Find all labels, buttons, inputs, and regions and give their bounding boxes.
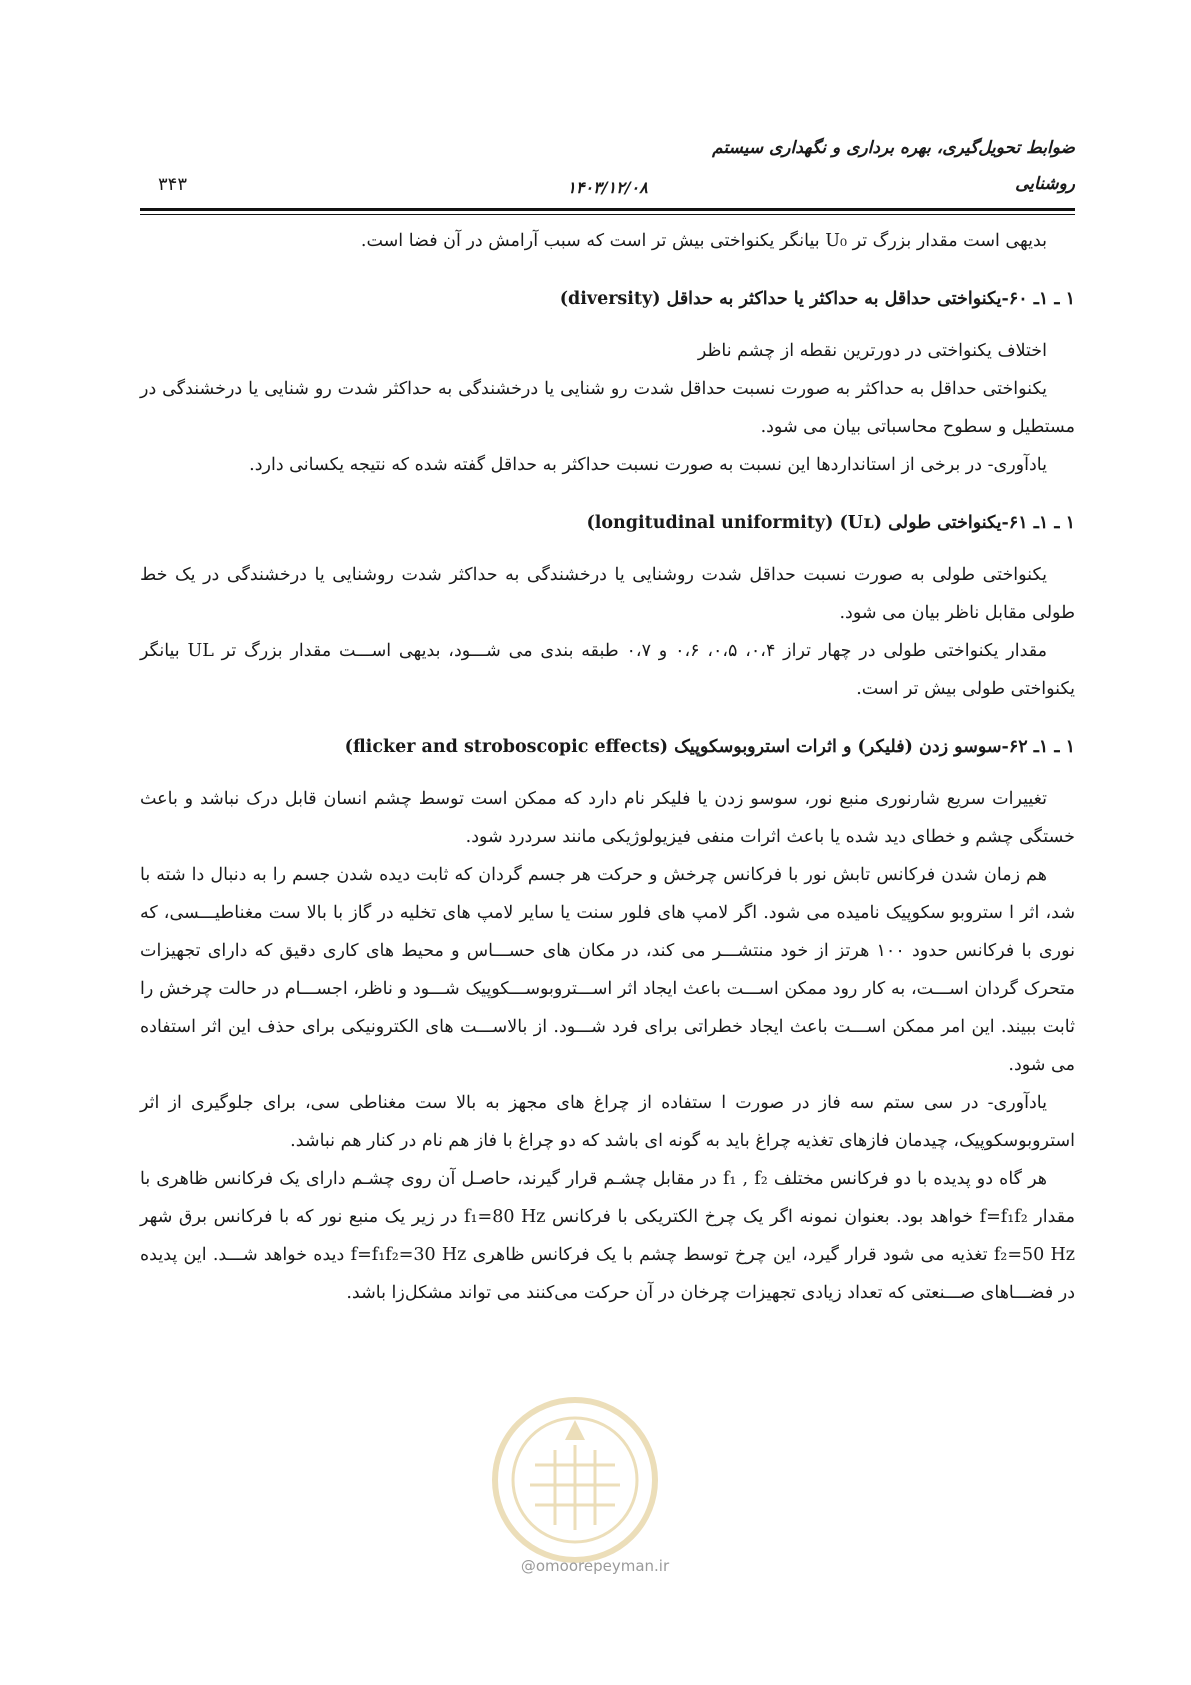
document-title: ضوابط تحویل‌گیری، بهره برداری و نگهداری سیستم [712,138,1075,158]
watermark-logo [490,1395,660,1565]
section-61-paragraph-1: یکنواختی طولی به صورت نسبت حداقل شدت روشنایی یا درخشندگی به حداکثر شدت روشنایی یا درخشندگی در یک خط طولی مقابل ناظر بیان می شود. [140,565,1075,623]
section-60-heading: ۱ ـ ۱ـ ۶۰-یکنواختی حداقل به حداکثر یا حداکثر به حداقل (diversity) [559,289,1075,309]
section-62-paragraph-1: تغییرات سریع شارنوری منبع نور، سوسو زدن یا فلیکر نام دارد که ممکن است توسط چشم انسان قابل درک نباشد و باعث خستگی چشم و خطای دید شده یا باعث اثرات منفی فیزیولوژیکی مانند سردرد شود. [140,789,1075,847]
watermark-text: @omoorepeyman.ir [520,1557,670,1575]
section-60-paragraph-2: یکنواختی حداقل به حداکثر به صورت نسبت حداقل شدت رو شنایی یا درخشندگی به حداکثر شدت رو شنایی یا درخشندگی در مستطیل و سطوح محاسباتی بیان می شود. [140,379,1075,437]
section-62-paragraph-2: هم زمان شدن فرکانس تابش نور با فرکانس چرخش و حرکت هر جسم گردان که ثابت دیده شدن جسم را به دنبال دا شته با شد، اثر ا ستروبو سکوپیک نامیده می شود. اگر لامپ های فلور سنت یا سایر لامپ های تخلیه در گاز با بالا ست مغناطیـــسی، که نوری با فرکانس حدود ۱۰۰ هرتز از خود منتشـــر می کند، در مکان های حســـاس و محیط های کاری دقیق که دارای تجهیزات متحرک گردان اســـت، به کار رود ممکن اســـت باعث ایجاد اثر اســـتروبوســـکوپیک شـــود و ناظر، اجســـام در حالت چرخش را ثابت ببیند. این امر ممکن اســـت باعث ایجاد خطراتی برای فرد شـــود. از بالاســـت های الکترونیکی برای حذف این اثر استفاده می شود. [140,865,1075,1075]
header-rule-thin [140,214,1075,215]
section-61-paragraph-2: مقدار یکنواختی طولی در چهار تراز ۰،۴، ۰،۵، ۰،۶ و ۰،۷ طبقه بندی می شـــود، بدیهی اســـت مقدار بزرگ تر UL بیانگر یکنواختی طولی بیش تر است. [140,641,1075,699]
section-62-heading: ۱ ـ ۱ـ ۶۲-سوسو زدن (فلیکر) و اثرات استروبوسکوپیک (flicker and stroboscopic effects) [344,737,1075,757]
section-61-heading: ۱ ـ ۱ـ ۶۱-یکنواختی طولی (Uʟ) (longitudinal uniformity) [586,513,1075,533]
document-date: ۱۴۰۳/۱۲/۰۸ [567,178,648,197]
intro-paragraph: بدیهی است مقدار بزرگ تر U₀ بیانگر یکنواختی بیش تر است که سبب آرامش در آن فضا است. [360,231,1047,251]
header-rule-thick [140,208,1075,211]
section-60-note: یادآوری- در برخی از استانداردها این نسبت به صورت نسبت حداکثر به حداقل گفته شده که نتیجه یکسانی دارد. [249,455,1047,475]
section-60-paragraph-1: اختلاف یکنواختی در دورترین نقطه از چشم ناظر [697,341,1047,361]
page-body [140,222,1075,1312]
section-62-paragraph-3: هر گاه دو پدیده با دو فرکانس مختلف f₁ , f₂ در مقابل چشـم قرار گیرند، حاصـل آن روی چشـم دارای یک فرکانس ظاهری با مقدار f=f₁f₂ خواهد بود. بعنوان نمونه اگر یک چرخ الکتریکی با فرکانس f₁=80 Hz در زیر یک منبع نور که با فرکانس برق شهر f₂=50 Hz تغذیه می شود قرار گیرد، این چرخ توسط چشم با یک فرکانس ظاهری f=f₁f₂=30 Hz دیده خواهد شـــد. این پدیده در فضـــاهای صـــنعتی که تعداد زیادی تجهیزات چرخان در آن حرکت می‌کنند می تواند مشکل‌زا باشد. [140,1169,1076,1303]
document-subtitle: روشنایی [1015,174,1075,194]
section-62-note: یادآوری- در سی ستم سه فاز در صورت ا ستفاده از چراغ های مجهز به بالا ست مغناطی سی، برای جلوگیری از اثر استروبوسکوپیک، چیدمان فازهای تغذیه چراغ باید به گونه ای باشد که دو چراغ با فاز هم نام در کنار هم نباشد. [140,1093,1075,1151]
page-header [140,130,1075,220]
page-number: ۳۴۳ [158,174,188,195]
